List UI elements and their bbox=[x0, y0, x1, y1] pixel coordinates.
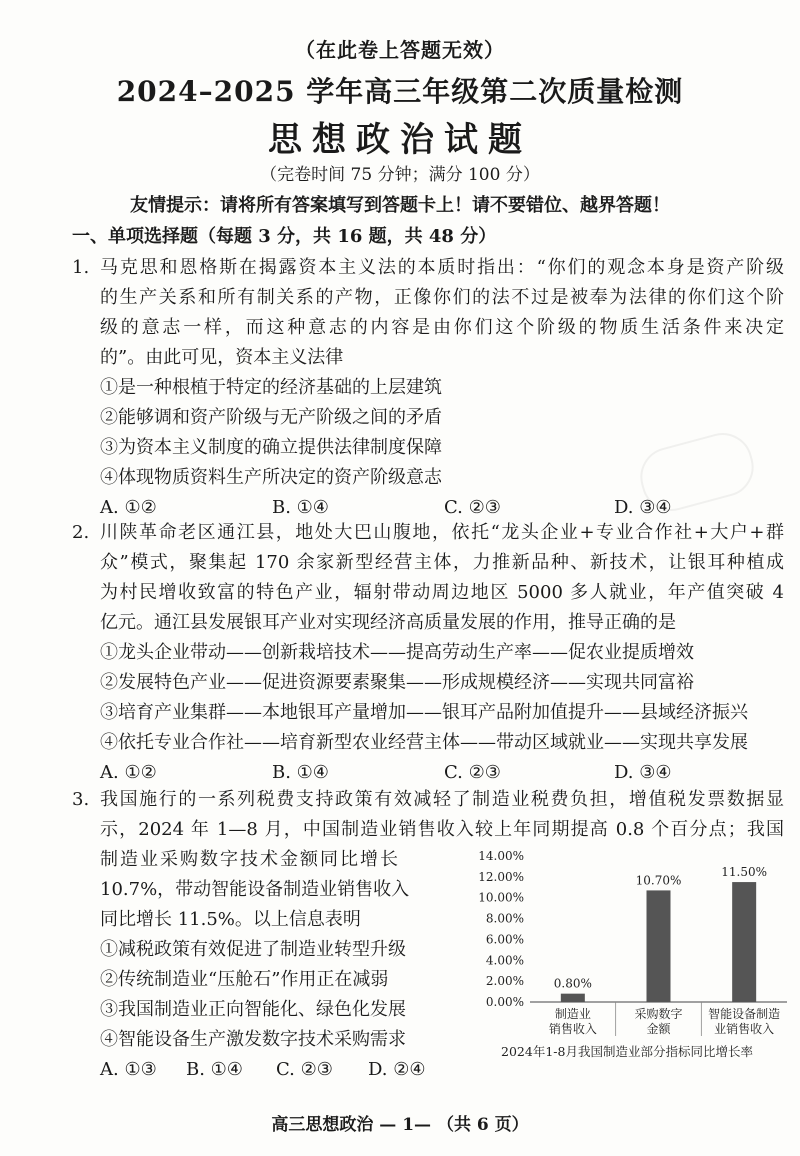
statement: ④智能设备生产激发数字技术采购需求 bbox=[100, 1029, 406, 1050]
bar-value-label: 0.80% bbox=[553, 976, 592, 991]
y-tick-label: 6.00% bbox=[485, 932, 524, 947]
chart-svg bbox=[462, 842, 792, 1072]
option-c: C. ②③ bbox=[444, 497, 501, 518]
option-a: A. ①③ bbox=[100, 1059, 157, 1080]
statement: ③我国制造业正向智能化、绿色化发展 bbox=[100, 999, 406, 1020]
statement: ③为资本主义制度的确立提供法律制度保障 bbox=[100, 437, 442, 458]
option-b: B. ①④ bbox=[272, 762, 329, 783]
x-tick-label: 销售收入 bbox=[548, 1022, 597, 1036]
y-tick-label: 4.00% bbox=[485, 953, 524, 968]
y-tick-label: 0.00% bbox=[485, 995, 524, 1009]
stem-line: 为村民增收致富的特色产业，辐射带动周边地区 5000 多人就业，年产值突破 4 bbox=[100, 582, 784, 603]
stem-line: 的生产关系和所有制关系的产物，正像你们的法不过是被奉为法律的你们这个阶 bbox=[100, 287, 784, 308]
option-d: D. ②④ bbox=[368, 1059, 426, 1080]
y-tick-label: 8.00% bbox=[485, 911, 524, 926]
question-number: 1. bbox=[72, 257, 90, 278]
statement: ④体现物质资料生产所决定的资产阶级意志 bbox=[100, 467, 442, 488]
question-2 bbox=[72, 518, 784, 788]
bar-value-label: 11.50% bbox=[721, 865, 768, 880]
option-a: A. ①② bbox=[100, 762, 157, 783]
stem-line: 10.7%，带动智能设备制造业销售收入 bbox=[100, 879, 410, 900]
statement: ③培育产业集群——本地银耳产量增加——银耳产品附加值提升——县域经济振兴 bbox=[100, 702, 748, 723]
x-tick-label: 采购数字 bbox=[634, 1007, 683, 1021]
exam-title: 2024–2025 学年高三年级第二次质量检测 bbox=[116, 75, 684, 108]
question-1 bbox=[72, 253, 784, 523]
statement: ②能够调和资产阶级与无产阶级之间的矛盾 bbox=[100, 407, 442, 428]
option-d: D. ③④ bbox=[614, 762, 672, 783]
statement: ①龙头企业带动——创新栽培技术——提高劳动生产率——促农业提质增效 bbox=[100, 642, 694, 663]
chart-title: 2024年1-8月我国制造业部分指标同比增长率 bbox=[501, 1044, 753, 1059]
stem-line: 我国施行的一系列税费支持政策有效减轻了制造业税费负担，增值税发票数据显 bbox=[100, 789, 784, 810]
stem-line: 马克思和恩格斯在揭露资本主义法的本质时指出：“你们的观念本身是资产阶级 bbox=[100, 257, 784, 278]
question-number: 3. bbox=[72, 789, 90, 810]
option-b: B. ①④ bbox=[272, 497, 329, 518]
exam-notice: （在此卷上答题无效） bbox=[295, 38, 505, 62]
x-tick-label: 制造业 bbox=[554, 1007, 591, 1021]
page-footer: 高三思想政治 — 1— （共 6 页） bbox=[271, 1115, 529, 1135]
option-b: B. ①④ bbox=[186, 1059, 243, 1080]
stem-line: 示，2024 年 1—8 月，中国制造业销售收入较上年同期提高 0.8 个百分点；我国 bbox=[100, 819, 784, 840]
statement: ①减税政策有效促进了制造业转型升级 bbox=[100, 939, 406, 960]
x-tick-label: 金额 bbox=[646, 1022, 671, 1036]
statement: ②发展特色产业——促进资源要素聚集——形成规模经济——实现共同富裕 bbox=[100, 672, 694, 693]
y-tick-label: 14.00% bbox=[478, 849, 524, 863]
x-tick-label: 智能设备制造 bbox=[708, 1007, 781, 1021]
bar bbox=[647, 890, 671, 1002]
statement: ②传统制造业“压舱石”作用正在减弱 bbox=[100, 969, 389, 990]
option-c: C. ②③ bbox=[444, 762, 501, 783]
subject-title: 思想政治试题 bbox=[268, 120, 532, 160]
option-a: A. ①② bbox=[100, 497, 157, 518]
y-tick-label: 10.00% bbox=[478, 890, 524, 905]
stem-line: 的”。由此可见，资本主义法律 bbox=[100, 347, 344, 368]
y-tick-label: 2.00% bbox=[485, 974, 524, 989]
statement: ①是一种根植于特定的经济基础的上层建筑 bbox=[100, 377, 442, 398]
statement: ④依托专业合作社——培育新型农业经营主体——带动区域就业——实现共享发展 bbox=[100, 732, 748, 753]
stem-line: 同比增长 11.5%。以上信息表明 bbox=[100, 909, 361, 930]
stem-line: 川陕革命老区通江县，地处大巴山腹地，依托“龙头企业+专业合作社+大户+群 bbox=[100, 522, 784, 543]
stem-line: 制造业采购数字技术金额同比增长 bbox=[100, 849, 400, 870]
stem-line: 众”模式，聚集起 170 余家新型经营主体，力推新品种、新技术，让银耳种植成 bbox=[100, 552, 784, 573]
option-c: C. ②③ bbox=[276, 1059, 333, 1080]
bar bbox=[732, 882, 756, 1002]
stem-line: 级的意志一样，而这种意志的内容是由你们这个阶级的物质生活条件来决定 bbox=[100, 317, 784, 338]
section-title: 一、单项选择题（每题 3 分，共 16 题，共 48 分） bbox=[72, 226, 497, 247]
x-tick-label: 业销售收入 bbox=[714, 1022, 775, 1036]
friendly-tip: 友情提示：请将所有答案填写到答题卡上！请不要错位、越界答题！ bbox=[130, 195, 670, 216]
option-d: D. ③④ bbox=[614, 497, 672, 518]
bar-value-label: 10.70% bbox=[635, 873, 682, 888]
y-tick-label: 12.00% bbox=[478, 869, 524, 884]
question-number: 2. bbox=[72, 522, 90, 543]
time-info: （完卷时间 75 分钟；满分 100 分） bbox=[260, 165, 540, 185]
growth-rate-chart bbox=[462, 842, 792, 1072]
stem-line: 亿元。通江县发展银耳产业对实现经济高质量发展的作用，推导正确的是 bbox=[100, 612, 676, 633]
bar bbox=[561, 994, 585, 1002]
